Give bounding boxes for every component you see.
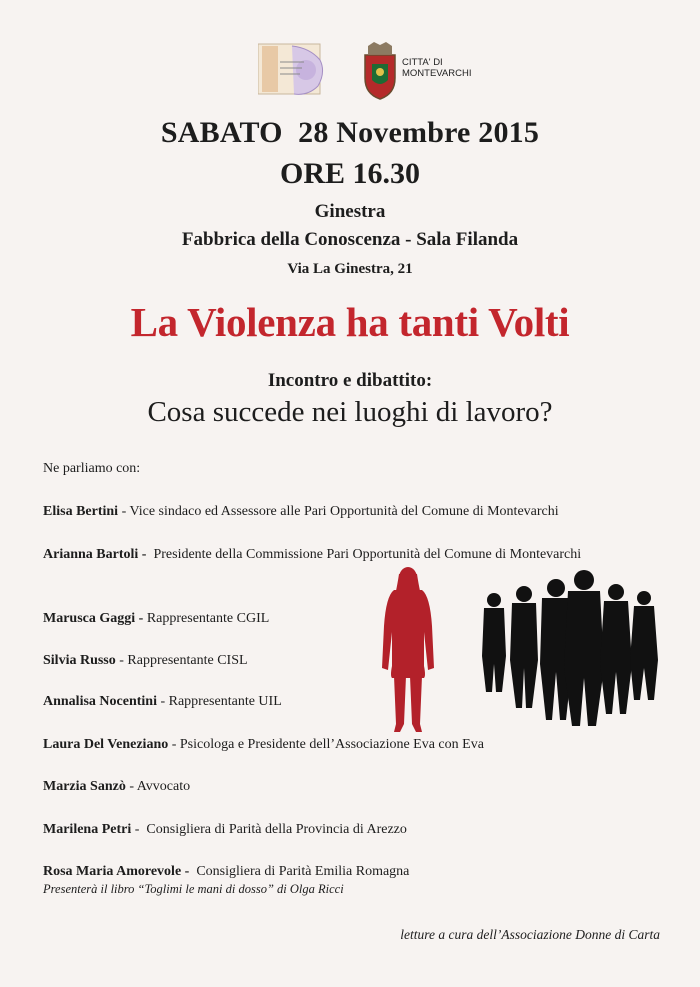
speaker-role: - Rappresentante UIL xyxy=(156,694,282,709)
speaker-name: Rosa Maria Amorevole - xyxy=(43,864,193,879)
speaker-name: Marusca Gaggi - xyxy=(43,611,147,626)
speaker-name: Arianna Bartoli - xyxy=(43,547,150,562)
speaker-role: - Avvocato xyxy=(125,779,191,794)
subtitle-meeting: Incontro e dibattito: xyxy=(267,370,433,391)
poster-title: La Violenza ha tanti Volti xyxy=(130,299,570,345)
speaker-role: - Vice sindaco ed Assessore alle Pari Opportunità del Comune di Montevarchi xyxy=(118,504,559,519)
speaker-name: Marilena Petri xyxy=(43,822,132,837)
montevarchi-crest xyxy=(362,42,398,100)
group-silhouette-icon xyxy=(476,560,662,728)
speaker-name: Silvia Russo xyxy=(43,653,116,668)
speaker-item xyxy=(43,610,363,628)
footer-credit: letture a cura dell’Associazione Donne di Carta xyxy=(400,927,660,942)
speaker-item xyxy=(43,736,673,754)
city-name xyxy=(402,57,472,79)
speakers-intro: Ne parliamo con: xyxy=(43,461,141,476)
speaker-item xyxy=(43,693,363,711)
speaker-note: Presenterà il libro “Toglimi le mani di dosso” di Olga Ricci xyxy=(43,882,344,896)
speaker-role: Consigliera di Parità Emilia Romagna xyxy=(192,864,410,879)
speaker-name: Elisa Bertini xyxy=(43,504,119,519)
association-logo xyxy=(258,42,326,100)
event-place: Ginestra xyxy=(314,201,386,222)
speaker-role: Presidente della Commissione Pari Opportunità del Comune di Montevarchi xyxy=(149,547,582,562)
speaker-role: - Psicologa e Presidente dell’Associazione Eva con Eva xyxy=(168,737,484,752)
city-name-line2: MONTEVARCHI xyxy=(402,68,472,79)
city-name-line1: CITTA' DI xyxy=(402,57,443,68)
event-address: Via La Ginestra, 21 xyxy=(287,261,413,277)
speaker-item xyxy=(43,778,673,796)
speaker-name: Marzia Sanzò xyxy=(43,779,126,794)
speaker-name: Laura Del Veneziano xyxy=(43,737,169,752)
speaker-item xyxy=(43,652,363,670)
speaker-role: - Rappresentante CISL xyxy=(115,653,248,668)
woman-silhouette-icon xyxy=(374,566,442,736)
speaker-item xyxy=(43,503,673,521)
event-date: SABATO 28 Novembre 2015 xyxy=(160,116,540,149)
speaker-name: Annalisa Nocentini xyxy=(43,694,157,709)
subtitle-question: Cosa succede nei luoghi di lavoro? xyxy=(147,396,553,428)
speaker-role: Rappresentante CGIL xyxy=(146,611,270,626)
speaker-role: - Consigliera di Parità della Provincia di Arezzo xyxy=(131,822,407,837)
event-venue: Fabbrica della Conoscenza - Sala Filanda xyxy=(181,229,519,250)
speaker-item xyxy=(43,821,673,839)
speaker-item xyxy=(43,863,673,897)
event-time: ORE 16.30 xyxy=(279,157,420,190)
